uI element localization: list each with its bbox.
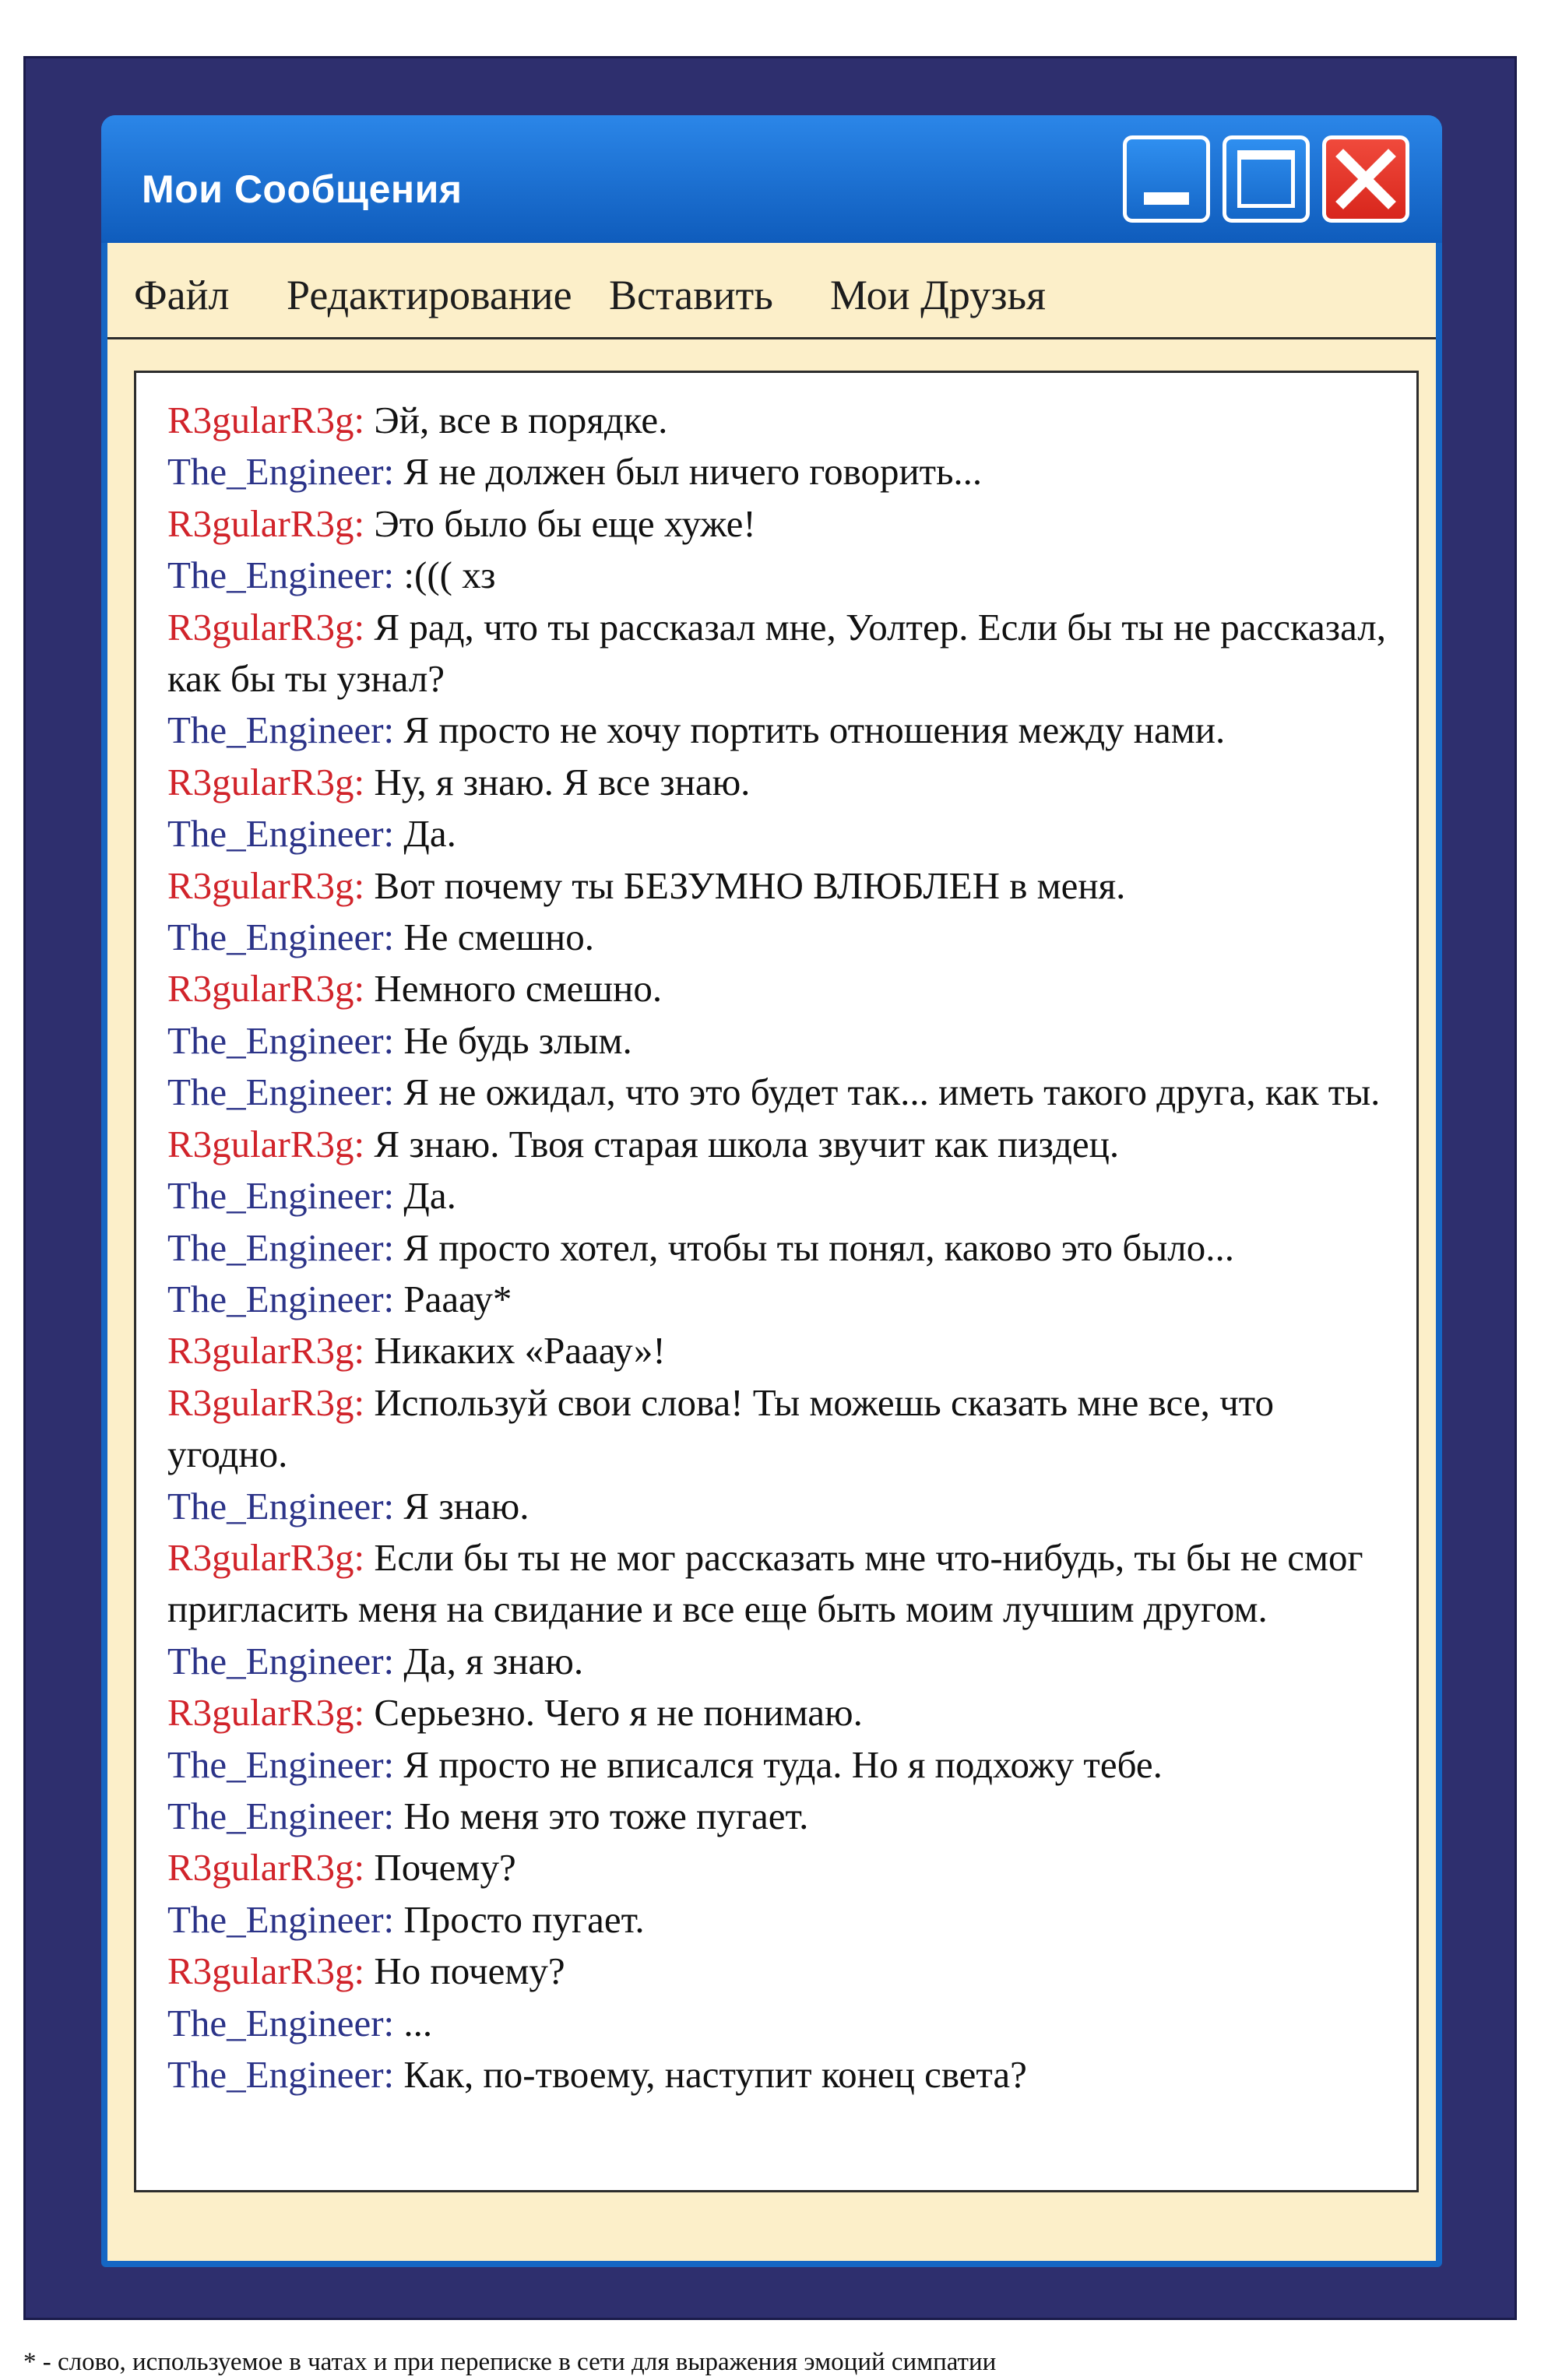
message-text: Я просто хотел, чтобы ты понял, каково это было...: [403, 1225, 1234, 1269]
message-username: R3gularR3g: [167, 605, 354, 649]
chat-message: The_Engineer: Я не должен был ничего говорить...: [167, 450, 983, 494]
message-username: R3gularR3g: [167, 1949, 354, 1993]
chat-message: The_Engineer: Не будь злым.: [167, 1018, 632, 1062]
message-username: The_Engineer: [167, 1897, 384, 1941]
message-text: Да, я знаю.: [403, 1639, 584, 1682]
message-text: Я знаю. Твоя старая школа звучит как пиздец.: [374, 1122, 1120, 1165]
chat-message: R3gularR3g: Ну, я знаю. Я все знаю.: [167, 760, 751, 803]
chat-message: The_Engineer: Да.: [167, 812, 456, 856]
menu-edit[interactable]: Редактирование: [287, 272, 572, 318]
minimize-button[interactable]: [1123, 135, 1210, 223]
chat-message: The_Engineer: Я просто не вписался туда. Но я подхожу тебе.: [167, 1742, 1163, 1786]
message-text: Я не должен был ничего говорить...: [403, 450, 983, 494]
message-text: Я просто не хочу портить отношения между нами.: [403, 708, 1226, 752]
message-username: The_Engineer: [167, 450, 384, 494]
close-button[interactable]: [1322, 135, 1409, 223]
maximize-button[interactable]: [1223, 135, 1310, 223]
message-text: Я рад, что ты рассказал мне, Уолтер. Если бы ты не рассказал, как бы ты узнал?: [167, 605, 1386, 701]
message-text: ...: [403, 2001, 433, 2044]
chat-message: R3gularR3g: Вот почему ты БЕЗУМНО ВЛЮБЛЕН в меня.: [167, 863, 1126, 907]
chat-message: The_Engineer: Но меня это тоже пугает.: [167, 1794, 809, 1837]
message-text: Я просто не вписался туда. Но я подхожу тебе.: [403, 1742, 1163, 1786]
message-username: The_Engineer: [167, 916, 384, 959]
message-text: Немного смешно.: [374, 967, 663, 1011]
message-username: The_Engineer: [167, 1484, 384, 1527]
message-username: R3gularR3g: [167, 1380, 354, 1424]
chat-message: The_Engineer: ...: [167, 2001, 433, 2044]
chat-message: R3gularR3g: Если бы ты не мог рассказать мне что-нибудь, ты бы не смог пригласить меня на свидание и все еще быть моим лучшим другом.: [167, 1535, 1363, 1631]
message-text: Я не ожидал, что это будет так... иметь такого друга, как ты.: [403, 1070, 1381, 1114]
message-text: Почему?: [374, 1846, 516, 1890]
message-text: Да.: [403, 1174, 456, 1218]
chat-message: The_Engineer: Просто пугает.: [167, 1897, 645, 1941]
chat-message: R3gularR3g: Эй, все в порядке.: [167, 399, 668, 441]
message-username: The_Engineer: [167, 1742, 384, 1786]
message-text: :((( хз: [403, 554, 496, 597]
messenger-window: [101, 115, 1442, 2267]
message-username: R3gularR3g: [167, 501, 354, 545]
chat-message: The_Engineer: Не смешно.: [167, 916, 595, 959]
message-text: Используй свои слова! Ты можешь сказать мне все, что угодно.: [167, 1380, 1274, 1476]
message-text: Это было бы еще хуже!: [374, 501, 756, 545]
menu-file[interactable]: Файл: [134, 272, 230, 318]
menu-insert[interactable]: Вставить: [609, 272, 773, 318]
chat-message: The_Engineer: Я не ожидал, что это будет так... иметь такого друга, как ты.: [167, 1070, 1381, 1114]
chat-message: The_Engineer: :((( хз: [167, 554, 496, 597]
window-title: Мои Сообщения: [142, 167, 463, 211]
maximize-icon: [1237, 150, 1295, 208]
message-username: R3gularR3g: [167, 1691, 354, 1735]
message-text: Просто пугает.: [403, 1897, 645, 1941]
message-username: The_Engineer: [167, 812, 384, 856]
chat-message: R3gularR3g: Немного смешно.: [167, 967, 663, 1011]
message-text: Как, по-твоему, наступит конец света?: [403, 2053, 1027, 2096]
message-username: The_Engineer: [167, 1277, 384, 1320]
message-username: R3gularR3g: [167, 1122, 354, 1165]
message-username: The_Engineer: [167, 1639, 384, 1682]
chat-message: R3gularR3g: Я рад, что ты рассказал мне, Уолтер. Если бы ты не рассказал, как бы ты узнал?: [167, 605, 1386, 701]
message-username: The_Engineer: [167, 2053, 384, 2096]
message-text: Но почему?: [374, 1949, 565, 1993]
message-text: Рааау*: [403, 1277, 512, 1320]
message-text: Не будь злым.: [403, 1018, 632, 1062]
message-username: The_Engineer: [167, 708, 384, 752]
message-username: The_Engineer: [167, 1174, 384, 1218]
message-username: R3gularR3g: [167, 1535, 354, 1579]
message-username: The_Engineer: [167, 1070, 384, 1114]
chat-message: The_Engineer: Да, я знаю.: [167, 1639, 584, 1682]
chat-message: R3gularR3g: Серьезно. Чего я не понимаю.: [167, 1691, 863, 1735]
menu-my-friends[interactable]: Мои Друзья: [830, 272, 1046, 318]
message-text: Ну, я знаю. Я все знаю.: [374, 760, 751, 803]
message-text: Вот почему ты БЕЗУМНО ВЛЮБЛЕН в меня.: [374, 863, 1126, 907]
chat-message: The_Engineer: Рааау*: [167, 1277, 512, 1320]
chat-message: The_Engineer: Я знаю.: [167, 1484, 529, 1527]
message-username: The_Engineer: [167, 554, 384, 597]
message-username: R3gularR3g: [167, 1846, 354, 1890]
chat-log[interactable]: [134, 371, 1419, 2192]
close-icon: [1326, 139, 1406, 219]
message-username: The_Engineer: [167, 1794, 384, 1837]
chat-message: R3gularR3g: Но почему?: [167, 1949, 565, 1993]
chat-message: R3gularR3g: Используй свои слова! Ты можешь сказать мне все, что угодно.: [167, 1380, 1274, 1476]
minimize-icon: [1144, 192, 1189, 205]
chat-message: The_Engineer: Я просто не хочу портить отношения между нами.: [167, 708, 1226, 752]
menu-bar: [107, 243, 1436, 339]
message-text: Если бы ты не мог рассказать мне что-нибудь, ты бы не смог пригласить меня на свидание и все еще быть моим лучшим другом.: [167, 1535, 1363, 1631]
chat-message: R3gularR3g: Почему?: [167, 1846, 516, 1890]
message-text: Серьезно. Чего я не понимаю.: [374, 1691, 863, 1735]
footnote: * - слово, используемое в чатах и при переписке в сети для выражения эмоций симпатии: [23, 2348, 997, 2376]
message-username: The_Engineer: [167, 1225, 384, 1269]
chat-message: The_Engineer: Я просто хотел, чтобы ты понял, каково это было...: [167, 1225, 1234, 1269]
message-username: R3gularR3g: [167, 1329, 354, 1373]
chat-message: R3gularR3g: Никаких «Рааау»!: [167, 1329, 666, 1373]
message-text: Эй, все в порядке.: [374, 399, 668, 441]
window-body: [107, 243, 1436, 2261]
message-username: R3gularR3g: [167, 863, 354, 907]
message-text: Не смешно.: [403, 916, 595, 959]
message-text: Никаких «Рааау»!: [374, 1329, 666, 1373]
title-bar[interactable]: [101, 115, 1442, 243]
chat-message: The_Engineer: Как, по-твоему, наступит конец света?: [167, 2053, 1027, 2096]
chat-message: The_Engineer: Да.: [167, 1174, 456, 1218]
chat-message: R3gularR3g: Это было бы еще хуже!: [167, 501, 756, 545]
message-text: Я знаю.: [403, 1484, 529, 1527]
chat-message: R3gularR3g: Я знаю. Твоя старая школа звучит как пиздец.: [167, 1122, 1120, 1165]
message-username: R3gularR3g: [167, 760, 354, 803]
message-username: The_Engineer: [167, 1018, 384, 1062]
message-username: The_Engineer: [167, 2001, 384, 2044]
message-username: R3gularR3g: [167, 967, 354, 1011]
message-username: R3gularR3g: [167, 399, 354, 441]
message-text: Да.: [403, 812, 456, 856]
message-text: Но меня это тоже пугает.: [403, 1794, 809, 1837]
